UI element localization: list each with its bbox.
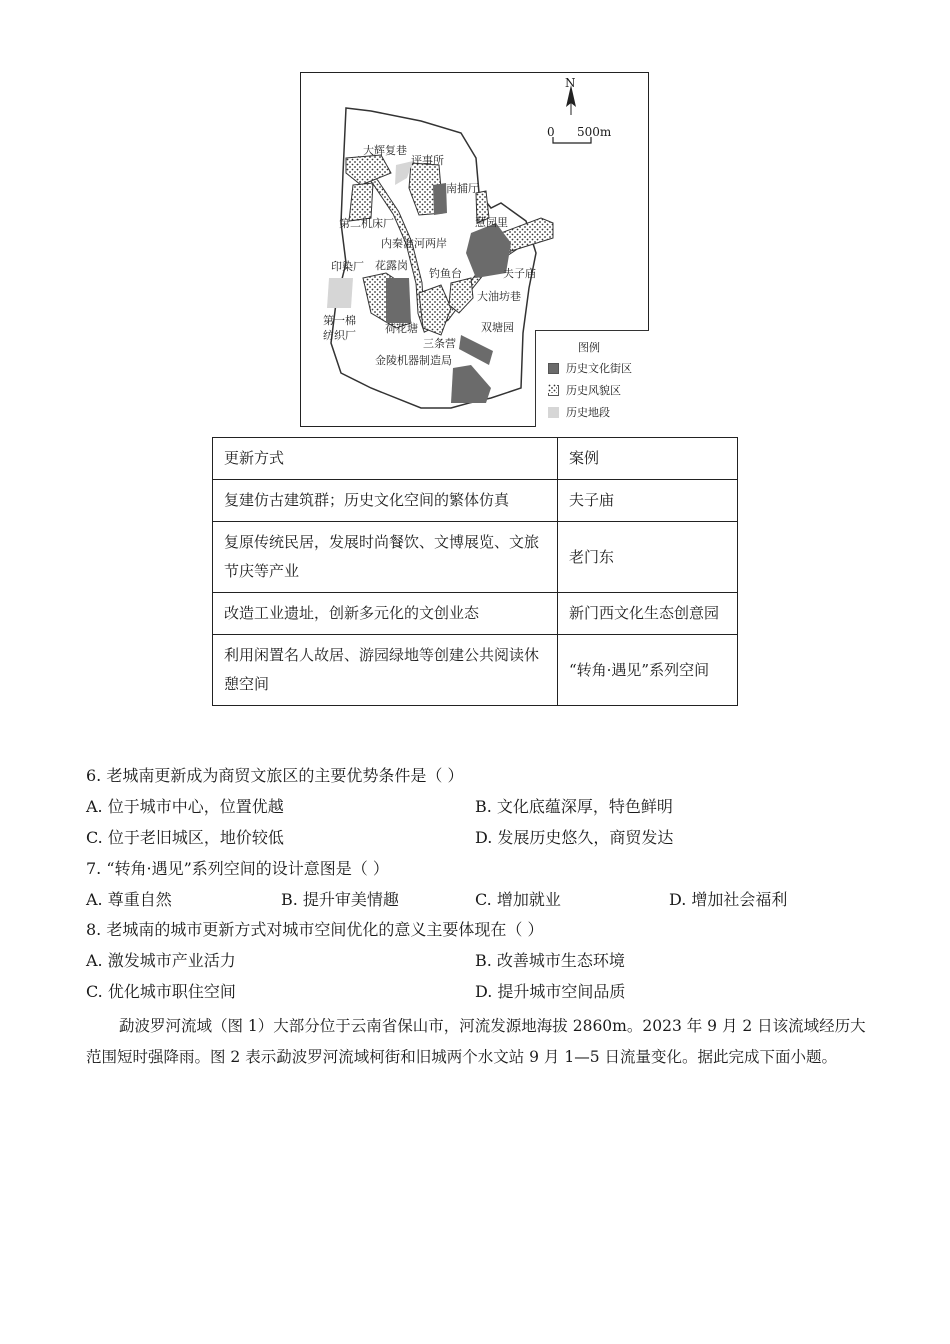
question-8-option-c[interactable]: C. 优化城市职住空间 — [86, 982, 236, 1001]
table-row — [213, 480, 738, 522]
nanbuting-block — [433, 183, 447, 215]
scale-zero: 0 — [547, 125, 555, 139]
cell-case: 新门西文化生态创意园 — [558, 593, 738, 635]
header-method: 更新方式 — [213, 438, 558, 480]
label-nanbuting: 南捕厅 — [446, 182, 479, 195]
table-row — [213, 593, 738, 635]
question-6-option-b[interactable]: B. 文化底蕴深厚，特色鲜明 — [475, 797, 673, 816]
label-dahuifuxiang: 大辉复巷 — [363, 144, 407, 157]
north-label: N — [565, 76, 576, 90]
question-8-option-a[interactable]: A. 激发城市产业活力 — [86, 951, 236, 970]
cell-case: “转角·遇见”系列空间 — [558, 635, 738, 706]
cell-method: 复原传统民居，发展时尚餐饮、文博展览、文旅节庆等产业 — [213, 522, 558, 593]
question-6-option-d[interactable]: D. 发展历史悠久，商贸发达 — [475, 828, 674, 847]
second-machine-zone — [349, 183, 373, 221]
question-7-option-b[interactable]: B. 提升审美情趣 — [281, 890, 399, 909]
santiaoying-block — [459, 335, 493, 365]
label-dayoufangxiang: 大油坊巷 — [477, 290, 521, 303]
question-7-option-d[interactable]: D. 增加社会福利 — [669, 890, 788, 909]
legend-swatch-dark — [548, 363, 559, 374]
question-6-option-c[interactable]: C. 位于老旧城区，地价较低 — [86, 828, 284, 847]
legend-item-landscape-zone: 历史风貌区 — [548, 384, 621, 397]
map-legend — [535, 330, 649, 427]
dahuifuxiang-zone — [346, 155, 391, 185]
label-second-machine-plant: 第二机床厂 — [339, 217, 394, 230]
legend-item-historic-section: 历史地段 — [548, 406, 610, 419]
renewal-table — [212, 437, 738, 706]
label-fuzimiao: 夫子庙 — [503, 267, 536, 280]
cell-case: 老门东 — [558, 522, 738, 593]
district-map — [300, 72, 649, 427]
question-6-stem: 6. 老城南更新成为商贸文旅区的主要优势条件是（ ） — [86, 766, 464, 785]
label-jinling-arsenal: 金陵机器制造局 — [375, 354, 452, 367]
label-pingshisuo: 评事所 — [411, 154, 444, 167]
legend-swatch-light — [548, 407, 559, 418]
table-row — [213, 522, 738, 593]
label-inner-qinhuai: 内秦淮河两岸 — [381, 237, 447, 250]
label-dyeing-plant: 印染厂 — [331, 260, 364, 273]
scale-distance: 500m — [577, 125, 612, 139]
question-6-option-a[interactable]: A. 位于城市中心，位置优越 — [86, 797, 284, 816]
label-diaoyutai: 钓鱼台 — [429, 267, 462, 280]
question-8-option-d[interactable]: D. 提升城市空间品质 — [475, 982, 626, 1001]
label-first-cotton: 第一棉 — [323, 314, 356, 327]
dayoufang-zone — [449, 278, 473, 313]
question-8-stem: 8. 老城南的城市更新方式对城市空间优化的意义主要体现在（ ） — [86, 920, 544, 939]
question-7-stem: 7. “转角·遇见”系列空间的设计意图是（ ） — [86, 859, 389, 878]
legend-item-cultural-block: 历史文化街区 — [548, 362, 632, 375]
question-7-option-a[interactable]: A. 尊重自然 — [86, 890, 172, 909]
legend-swatch-dotted — [548, 385, 559, 396]
label-textile-mill: 纺织厂 — [323, 329, 356, 342]
cell-case: 夫子庙 — [558, 480, 738, 522]
hehuatang-block — [386, 278, 411, 323]
cell-method: 利用闲置名人故居、游园绿地等创建公共阅读休憩空间 — [213, 635, 558, 706]
question-8-option-b[interactable]: B. 改善城市生态环境 — [475, 951, 625, 970]
table-row — [213, 635, 738, 706]
question-7-option-c[interactable]: C. 增加就业 — [475, 890, 561, 909]
label-hualugang: 花露岗 — [375, 259, 408, 272]
reading-passage: 勐波罗河流域（图 1）大部分位于云南省保山市，河流发源地海拔 2860m。2023 年 9 月 2 日该流域经历大范围短时强降雨。图 2 表示勐波罗河流域柯街和旧城两个水文站 9 月 1—5 日流量变化。据此完成下面小题。 — [86, 1017, 866, 1066]
label-hehuatang: 荷花塘 — [385, 322, 418, 335]
label-huiyuanli: 慧园里 — [475, 216, 508, 229]
cell-method: 改造工业遗址，创新多元化的文创业态 — [213, 593, 558, 635]
header-case: 案例 — [558, 438, 738, 480]
label-santiaoying: 三条营 — [423, 337, 456, 350]
legend-title: 图例 — [578, 341, 600, 354]
table-header-row — [213, 438, 738, 480]
label-shuangtangyuan: 双塘园 — [481, 321, 514, 334]
cotton-mill-section — [327, 278, 353, 308]
diaoyutai-zone — [419, 285, 451, 335]
cell-method: 复建仿古建筑群；历史文化空间的繁体仿真 — [213, 480, 558, 522]
jinling-block — [451, 365, 491, 403]
